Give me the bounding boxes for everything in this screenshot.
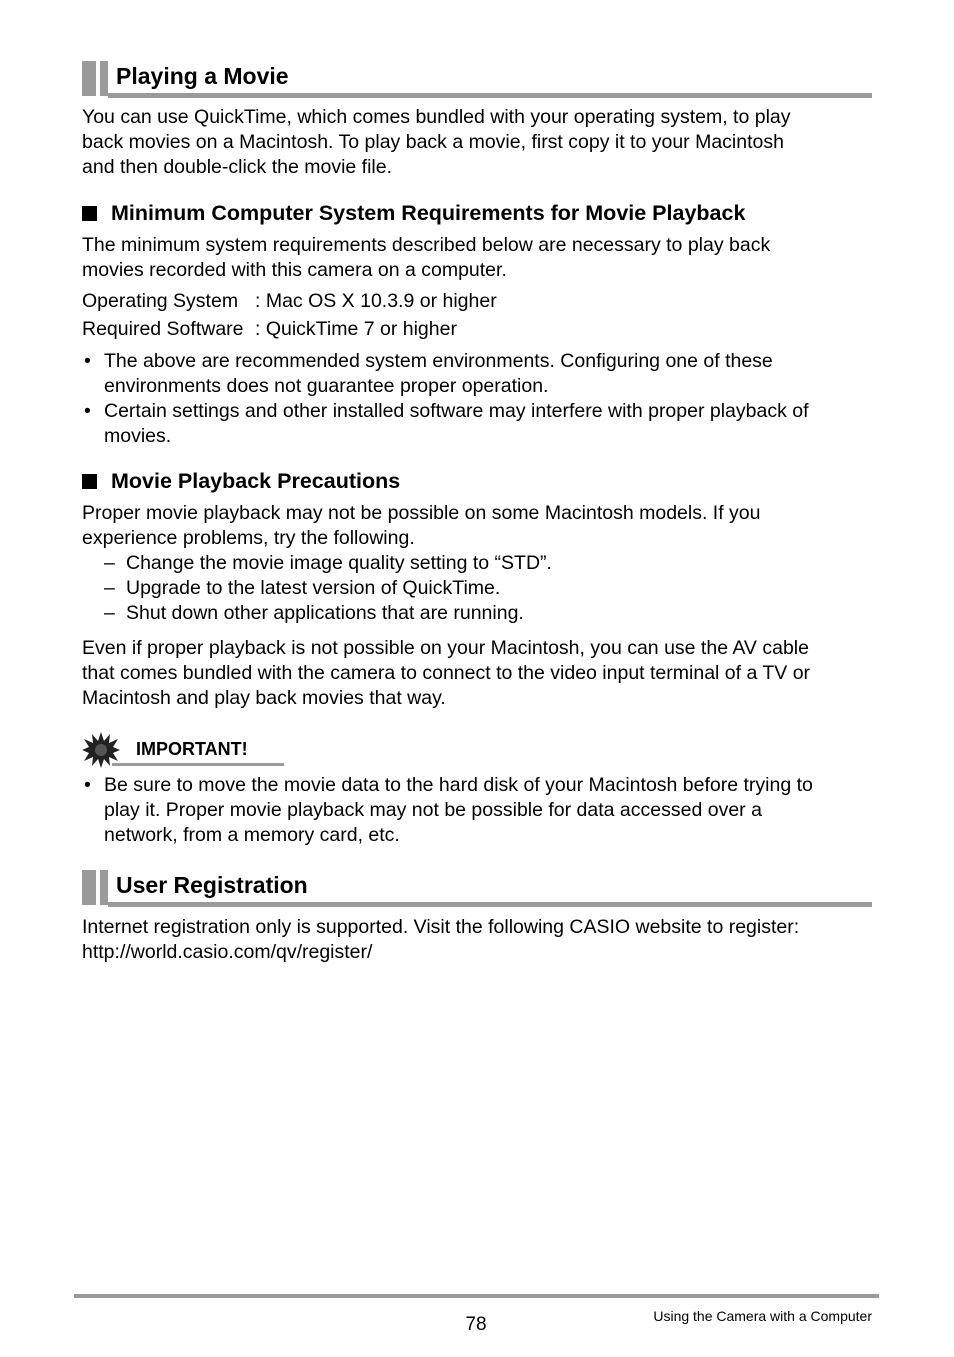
subheading-requirements xyxy=(82,201,745,226)
chapter-label: Using the Camera with a Computer xyxy=(653,1308,872,1324)
os-value: : Mac OS X 10.3.9 or higher xyxy=(255,290,497,312)
bullet-dot: • xyxy=(84,400,91,422)
dash-text: Upgrade to the latest version of QuickTime. xyxy=(126,577,501,599)
text-line: Macintosh and play back movies that way. xyxy=(82,687,446,709)
intro-paragraph xyxy=(82,105,882,180)
section-heading-playing-a-movie xyxy=(82,61,872,99)
heading-underline xyxy=(108,902,872,907)
dash-marker: – xyxy=(104,577,115,599)
software-requirement-row xyxy=(82,317,882,342)
bullet-dot: • xyxy=(84,350,91,372)
square-bullet-icon xyxy=(82,206,97,221)
page-number: 78 xyxy=(465,1314,487,1335)
text-line: Be sure to move the movie data to the hard disk of your Macintosh before trying to xyxy=(104,774,813,796)
text-line: back movies on a Macintosh. To play back a movie, first copy it to your Macintosh xyxy=(82,131,784,153)
important-underline xyxy=(112,763,284,766)
text-line: The above are recommended system environments. Configuring one of these xyxy=(104,350,773,372)
text-line: movies recorded with this camera on a computer. xyxy=(82,259,507,281)
text-line: environments does not guarantee proper operation. xyxy=(104,375,549,397)
dash-marker: – xyxy=(104,552,115,574)
footer-rule xyxy=(74,1294,879,1298)
subheading-precautions xyxy=(82,469,400,494)
text-line: Certain settings and other installed software may interfere with proper playback of xyxy=(104,400,809,422)
os-requirement-row xyxy=(82,289,882,314)
text-line: experience problems, try the following. xyxy=(82,527,415,549)
heading-bar-decoration xyxy=(82,61,96,96)
important-label: IMPORTANT! xyxy=(136,739,248,759)
dash-text: Shut down other applications that are running. xyxy=(126,602,524,624)
important-callout-header xyxy=(82,732,286,768)
heading-bar-decoration xyxy=(100,61,108,96)
text-line: You can use QuickTime, which comes bundled with your operating system, to play xyxy=(82,106,791,128)
registration-paragraph xyxy=(82,915,882,965)
section-heading-user-registration xyxy=(82,870,872,908)
bullet-dot: • xyxy=(84,774,91,796)
heading-bar-decoration xyxy=(82,870,96,905)
text-line: Internet registration only is supported. Visit the following CASIO website to register: xyxy=(82,916,800,938)
text-line: play it. Proper movie playback may not be possible for data accessed over a xyxy=(104,799,762,821)
heading-underline xyxy=(108,93,872,98)
section-title: Playing a Movie xyxy=(116,63,289,89)
subheading-text: Minimum Computer System Requirements for Movie Playback xyxy=(111,201,746,225)
text-line: The minimum system requirements described below are necessary to play back xyxy=(82,234,771,256)
square-bullet-icon xyxy=(82,474,97,489)
text-line: network, from a memory card, etc. xyxy=(104,824,400,846)
requirements-description xyxy=(82,233,882,283)
software-label: Required Software xyxy=(82,318,244,340)
dash-marker: – xyxy=(104,602,115,624)
text-line: movies. xyxy=(104,425,172,447)
av-cable-paragraph xyxy=(82,636,882,711)
precautions-description xyxy=(82,501,882,551)
text-line: that comes bundled with the camera to connect to the video input terminal of a TV or xyxy=(82,662,811,684)
heading-bar-decoration xyxy=(100,870,108,905)
software-value: : QuickTime 7 or higher xyxy=(255,318,457,340)
text-line: Even if proper playback is not possible on your Macintosh, you can use the AV cable xyxy=(82,637,809,659)
os-label: Operating System xyxy=(82,290,239,312)
registration-url: http://world.casio.com/qv/register/ xyxy=(82,941,373,963)
subheading-text: Movie Playback Precautions xyxy=(111,469,401,493)
dash-text: Change the movie image quality setting to “STD”. xyxy=(126,552,552,574)
text-line: Proper movie playback may not be possible on some Macintosh models. If you xyxy=(82,502,761,524)
text-line: and then double-click the movie file. xyxy=(82,156,393,178)
section-title: User Registration xyxy=(116,872,308,898)
